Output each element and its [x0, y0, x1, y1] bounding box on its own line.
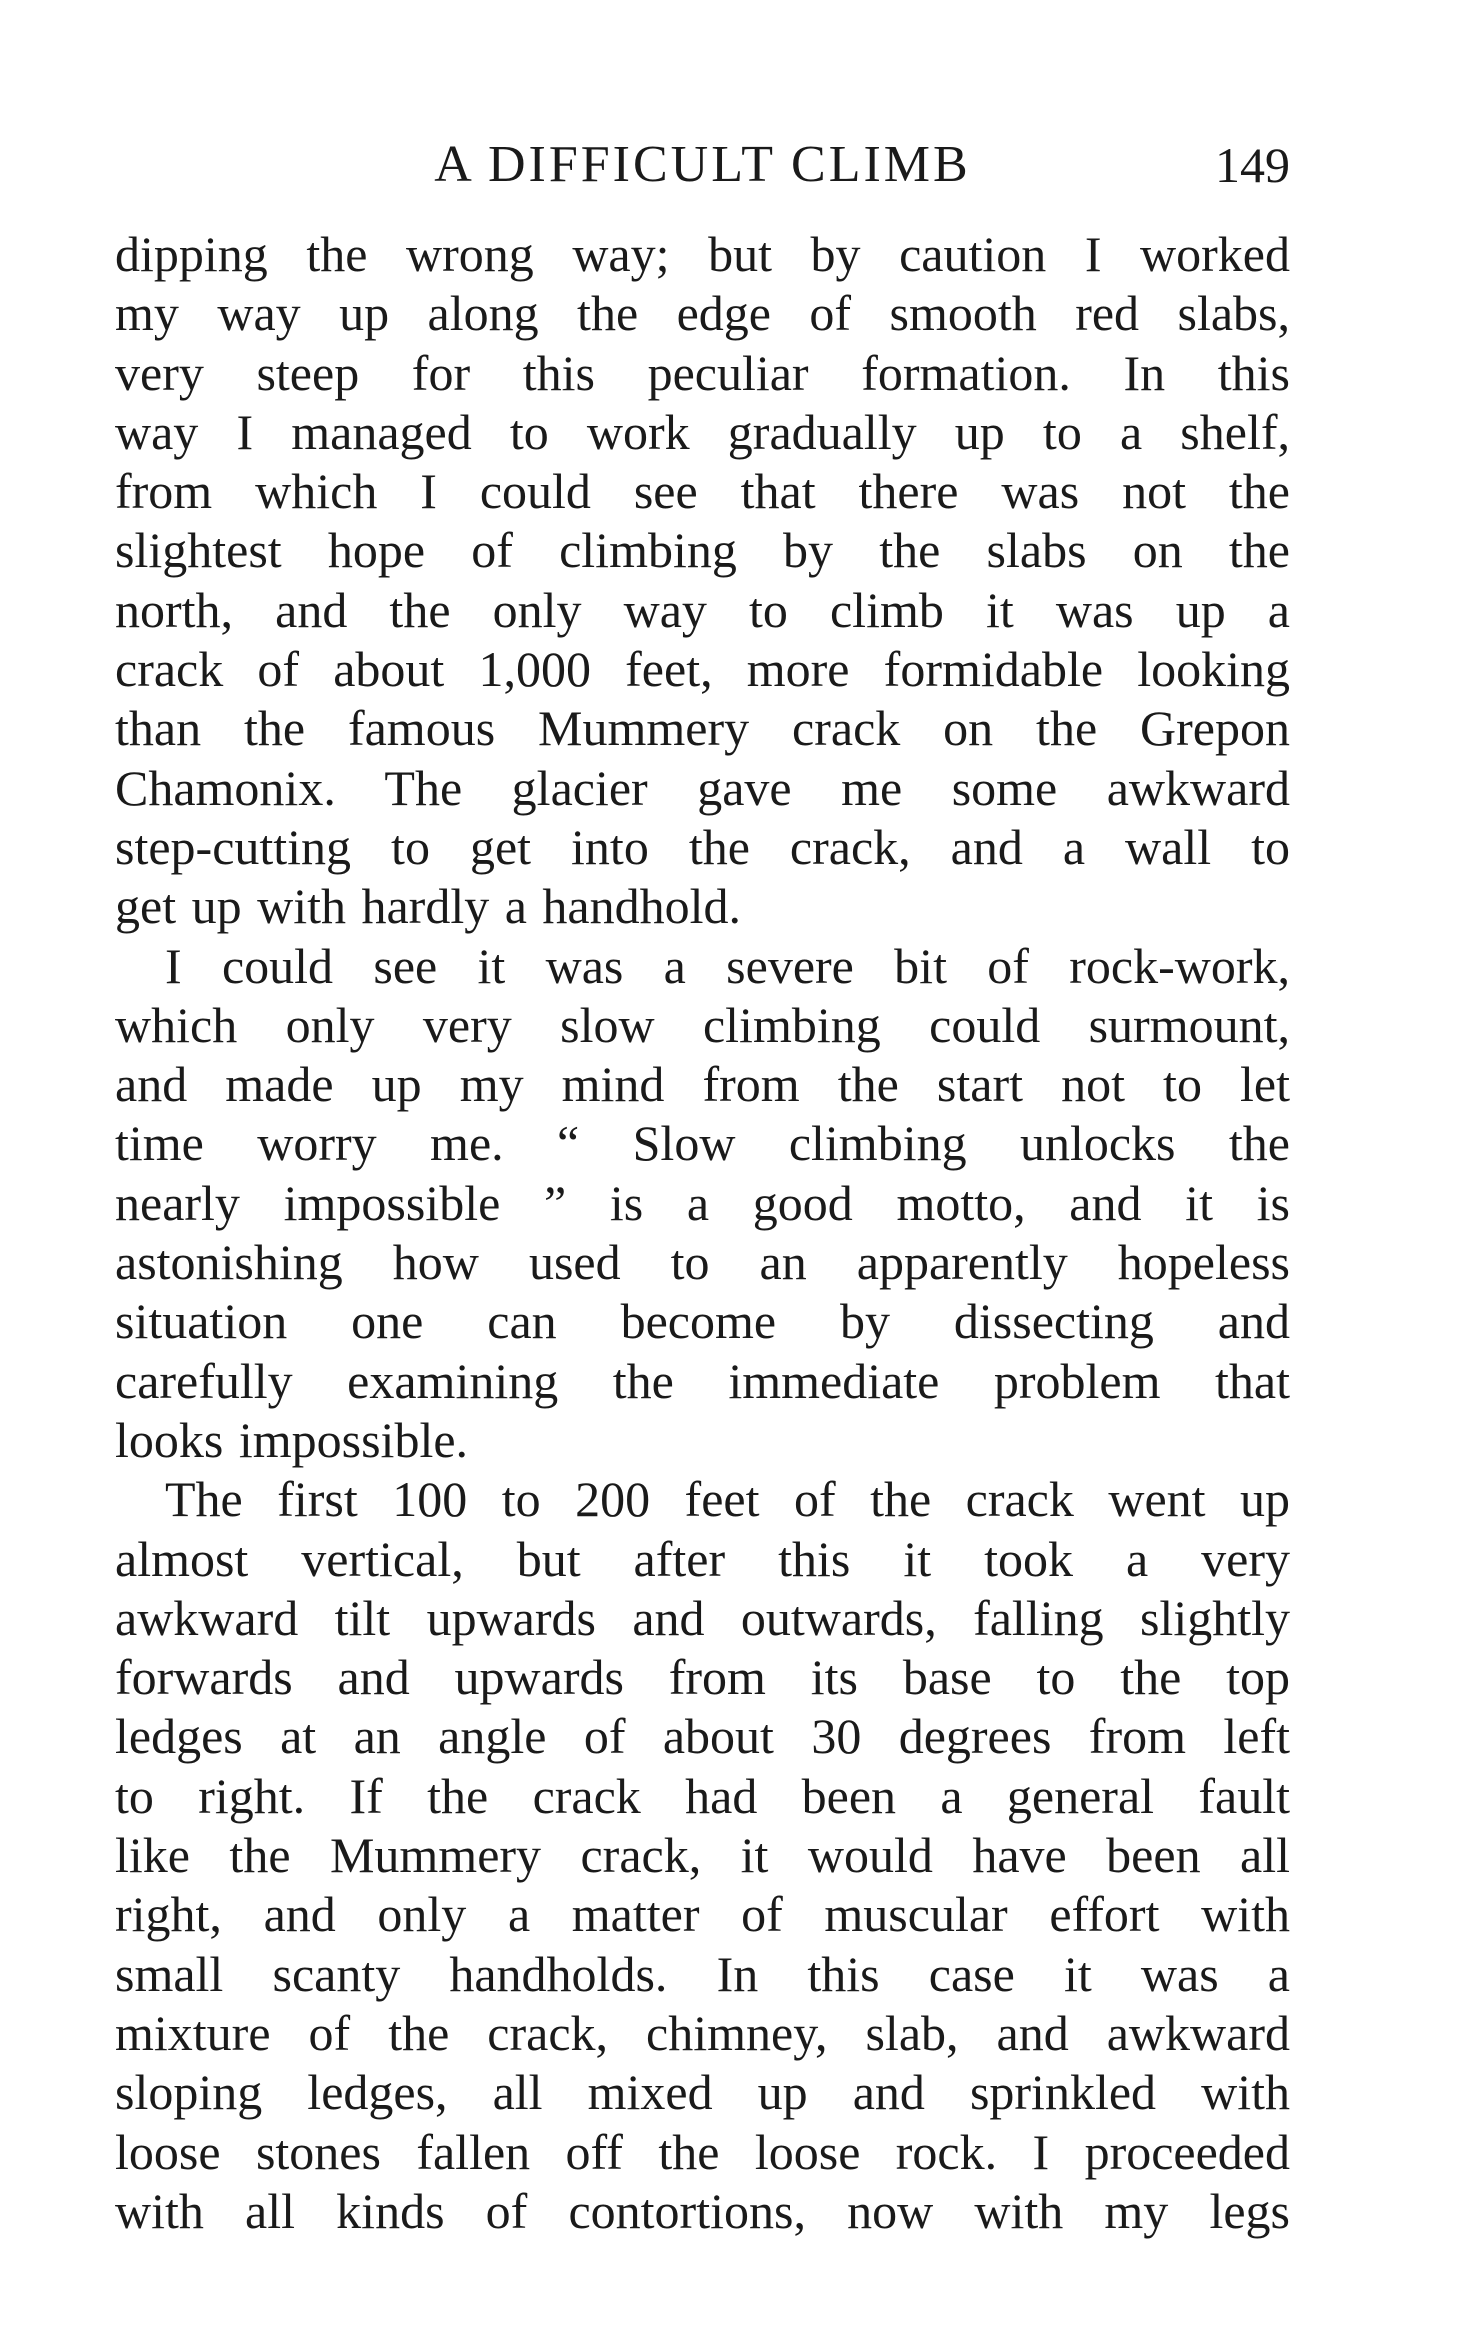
- text-line: my way up along the edge of smooth red slabs,: [115, 285, 1290, 342]
- text-line: The first 100 to 200 feet of the crack went up: [165, 1471, 1290, 1528]
- page-number: 149: [1215, 137, 1290, 193]
- text-line: almost vertical, but after this it took a very: [115, 1530, 1290, 1587]
- text-line: mixture of the crack, chimney, slab, and awkward: [115, 2004, 1290, 2061]
- text-line: astonishing how used to an apparently hopeless: [115, 1234, 1290, 1291]
- text-line: sloping ledges, all mixed up and sprinkled with: [115, 2064, 1290, 2121]
- text-line: very steep for this peculiar formation. In this: [115, 344, 1290, 401]
- text-line: step-cutting to get into the crack, and a wall to: [115, 818, 1290, 875]
- text-line: from which I could see that there was not the: [115, 463, 1290, 520]
- text-line: right, and only a matter of muscular effort with: [115, 1886, 1290, 1943]
- text-line: north, and the only way to climb it was up a: [115, 581, 1290, 638]
- text-line: looks impossible.: [115, 1411, 469, 1468]
- text-line: Chamonix. The glacier gave me some awkward: [115, 759, 1290, 816]
- body-text: [115, 225, 1290, 2241]
- text-line: slightest hope of climbing by the slabs on the: [115, 522, 1290, 579]
- text-line: awkward tilt upwards and outwards, falling slightly: [115, 1589, 1290, 1646]
- text-line: with all kinds of contortions, now with my legs: [115, 2182, 1290, 2239]
- text-line: loose stones fallen off the loose rock. I proceeded: [115, 2123, 1290, 2180]
- text-line: get up with hardly a handhold.: [115, 878, 741, 935]
- text-line: way I managed to work gradually up to a shelf,: [115, 403, 1290, 460]
- text-line: nearly impossible ” is a good motto, and it is: [115, 1174, 1290, 1231]
- text-line: ledges at an angle of about 30 degrees from left: [115, 1708, 1290, 1765]
- text-line: time worry me. “ Slow climbing unlocks the: [115, 1115, 1290, 1172]
- text-line: carefully examining the immediate problem that: [115, 1352, 1290, 1409]
- text-line: than the famous Mummery crack on the Grepon: [115, 700, 1290, 757]
- text-line: situation one can become by dissecting and: [115, 1293, 1290, 1350]
- text-line: forwards and upwards from its base to the top: [115, 1649, 1290, 1706]
- text-line: and made up my mind from the start not to let: [115, 1056, 1290, 1113]
- text-line: crack of about 1,000 feet, more formidable looking: [115, 641, 1290, 698]
- text-line: small scanty handholds. In this case it was a: [115, 1945, 1290, 2002]
- running-head: [115, 135, 1290, 195]
- text-line: like the Mummery crack, it would have been all: [115, 1827, 1290, 1884]
- text-line: I could see it was a severe bit of rock-work,: [165, 937, 1290, 994]
- text-line: to right. If the crack had been a general fault: [115, 1767, 1290, 1824]
- running-title: A DIFFICULT CLIMB: [434, 136, 971, 193]
- text-line: which only very slow climbing could surmount,: [115, 996, 1290, 1053]
- text-line: dipping the wrong way; but by caution I worked: [115, 226, 1290, 282]
